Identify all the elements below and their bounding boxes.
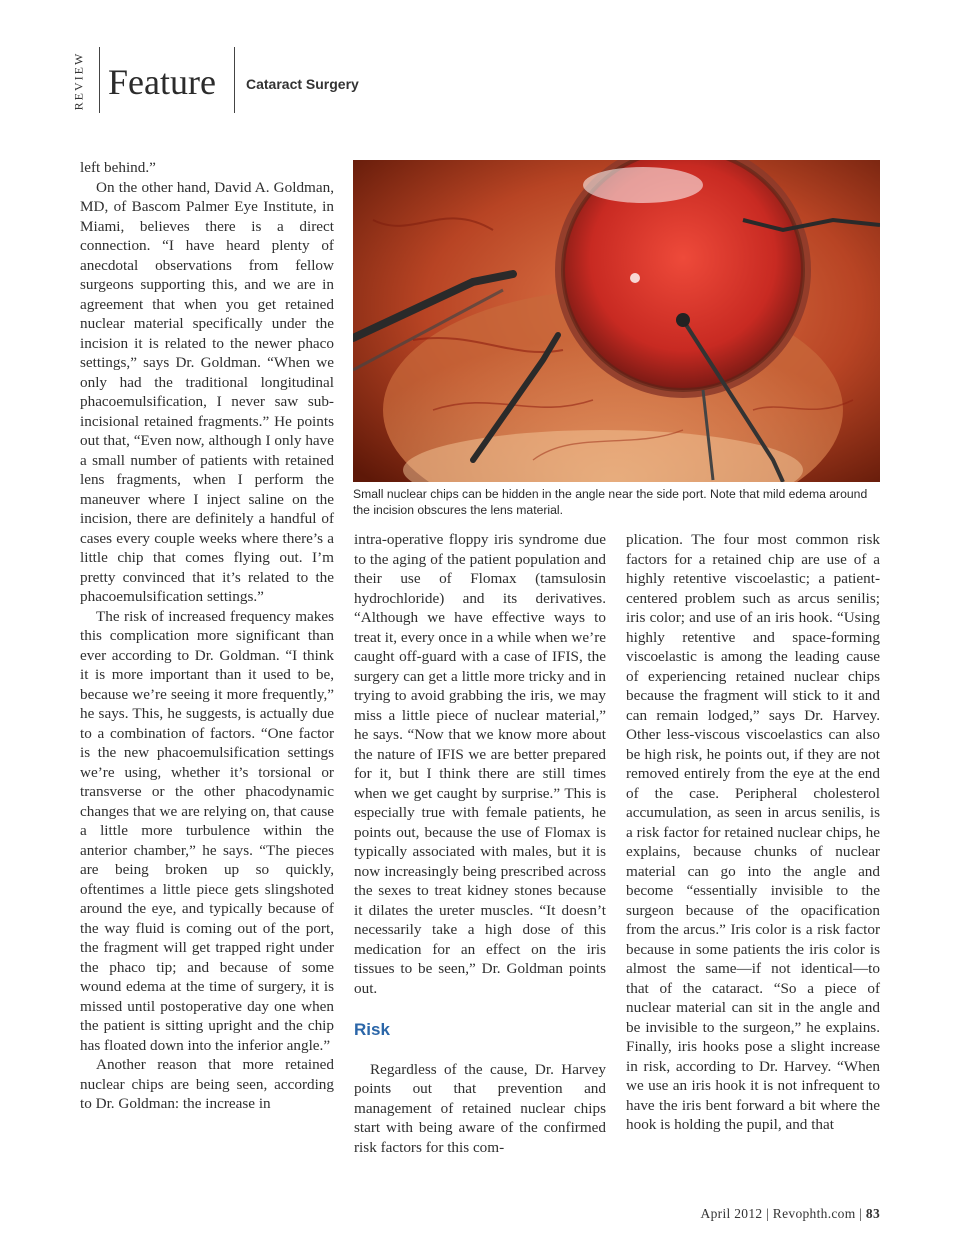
header-divider-right bbox=[234, 47, 235, 113]
footer-separator: | bbox=[766, 1206, 773, 1221]
photo-caption: Small nuclear chips can be hidden in the angle near the side port. Note that mild edema around the incision obscures the lens material. bbox=[353, 487, 868, 517]
section-label: REVIEW bbox=[71, 51, 86, 111]
paragraph: intra-operative floppy iris syndrome due to the aging of the patient population and their use of Flomax (tamsulosin hydrochloride) and its derivatives. “Although we have effective ways to treat it, every once in a while when we’re caught off-guard with a case of IFIS, the surgery can get a little more tricky and in trying to avoid grabbing the iris, we may miss a little piece of nuclear material,” he says. “Now that we know more about the nature of IFIS we are better prepared for it, but I think there are still times when we get caught by surprise.” This is especially true with female patients, he points out, because the use of Flomax is typically associated with males, but it is now increasingly being prescribed across the sexes to treat kidney stones because it dilates the ureter muscles. “It doesn’t necessarily take a high dose of this medication for an effect on the iris tissues to be seen,” Dr. Goldman points out. bbox=[354, 531, 606, 997]
paragraph: Regardless of the cause, Dr. Harvey points out that prevention and management of retained nuclear chips start with being aware of the confirmed risk factors for this com- bbox=[354, 1060, 606, 1156]
article-column-3 bbox=[626, 530, 880, 1135]
issue-date: April 2012 bbox=[700, 1206, 763, 1221]
footer-separator: | bbox=[859, 1206, 866, 1221]
site-name: Revophth.com bbox=[772, 1206, 856, 1221]
page-number: 83 bbox=[865, 1206, 880, 1221]
paragraph: plication. The four most common risk factors for a retained chip are use of a highly retentive viscoelastic; a patient-centered problem such as arcus senilis; iris color; and use of an iris hook. “Using highly retentive and space-forming viscoelastic is among the leading cause of experiencing retained nuclear chips because the fragment will stick to it and can remain lodged,” says Dr. Harvey. Other less-viscous viscoelastics can also be high risk, he points out, if they are not removed entirely from the eye at the end of the case. Peripheral cholesterol accumulation, as seen in arcus senilis, is a risk factor for retained nuclear chips, he explains, because chunks of nuclear material can go into the angle and become “essentially invisible to the surgeon because of the opacification from the arcus.” Iris color is a risk factor because in some patients the iris color is almost the same—if not identical—to that of the cataract. “So a piece of nuclear material can sit in the angle and be invisible to the surgeon,” he explains. Finally, iris hooks pose a slight increase in risk, according to Dr. Harvey. “When we use an iris hook it is not infrequent to have the iris bent forward a bit where the hook is holding the pupil, and that bbox=[626, 531, 880, 1133]
section-heading: Risk bbox=[354, 1020, 390, 1039]
page-footer bbox=[701, 1206, 880, 1222]
article-column-1 bbox=[80, 158, 334, 1114]
paragraph: left behind.” bbox=[80, 159, 156, 176]
paragraph: On the other hand, David A. Goldman, MD, of Bascom Palmer Eye Institute, in Miami, believes there is a direct connection. “I have heard plenty of anecdotal observations from fellow surgeons supporting this, and we are in agreement that when you get retained nuclear material specifically under the incision it is related to the newer phaco settings,” says Dr. Goldman. “When we only had the traditional longitudinal phacoemulsification, I never saw sub-incisional retained fragments.” He points out that, “Even now, although I only have a small number of patients with retained lens fragments, when I perform the maneuver where I inject saline on the incision, there are definitely a handful of cases every couple weeks where there’s a little chip that comes flying out. I’m pretty convinced that it’s related to the phacoemulsification settings.” bbox=[80, 178, 334, 605]
paragraph: The risk of increased frequency makes this complication more significant than ever according to Dr. Goldman. “I think it is more important than it used to be, because we’re seeing it more frequently,” he says. This, he suggests, is actually due to a combination of factors. “One factor is the new phacoemulsification settings we’re using, whether it’s torsional or transverse or the other phacodynamic changes that we are relying on, that cause a little more turbulence within the anterior chamber,” he says. “The pieces are being broken up so quickly, oftentimes a little piece gets slingshoted around the eye, and typically because of the way fluid is coming out of the port, the fragment will get trapped right under the phaco tip; and because of some wound edema at the time of surgery, it is missed until postoperative day one when the patient is sitting upright and the chip has floated down into the inferior angle.” bbox=[80, 607, 334, 1054]
article-column-2 bbox=[354, 530, 606, 1157]
paragraph: Another reason that more retained nuclear chips are being seen, according to Dr. Goldman: the increase in bbox=[80, 1056, 334, 1112]
topic-label: Cataract Surgery bbox=[246, 76, 359, 92]
feature-title: Feature bbox=[108, 62, 216, 102]
header-divider-left bbox=[99, 47, 100, 113]
surgical-photo bbox=[353, 160, 880, 482]
eye-surgery-illustration bbox=[353, 160, 880, 482]
